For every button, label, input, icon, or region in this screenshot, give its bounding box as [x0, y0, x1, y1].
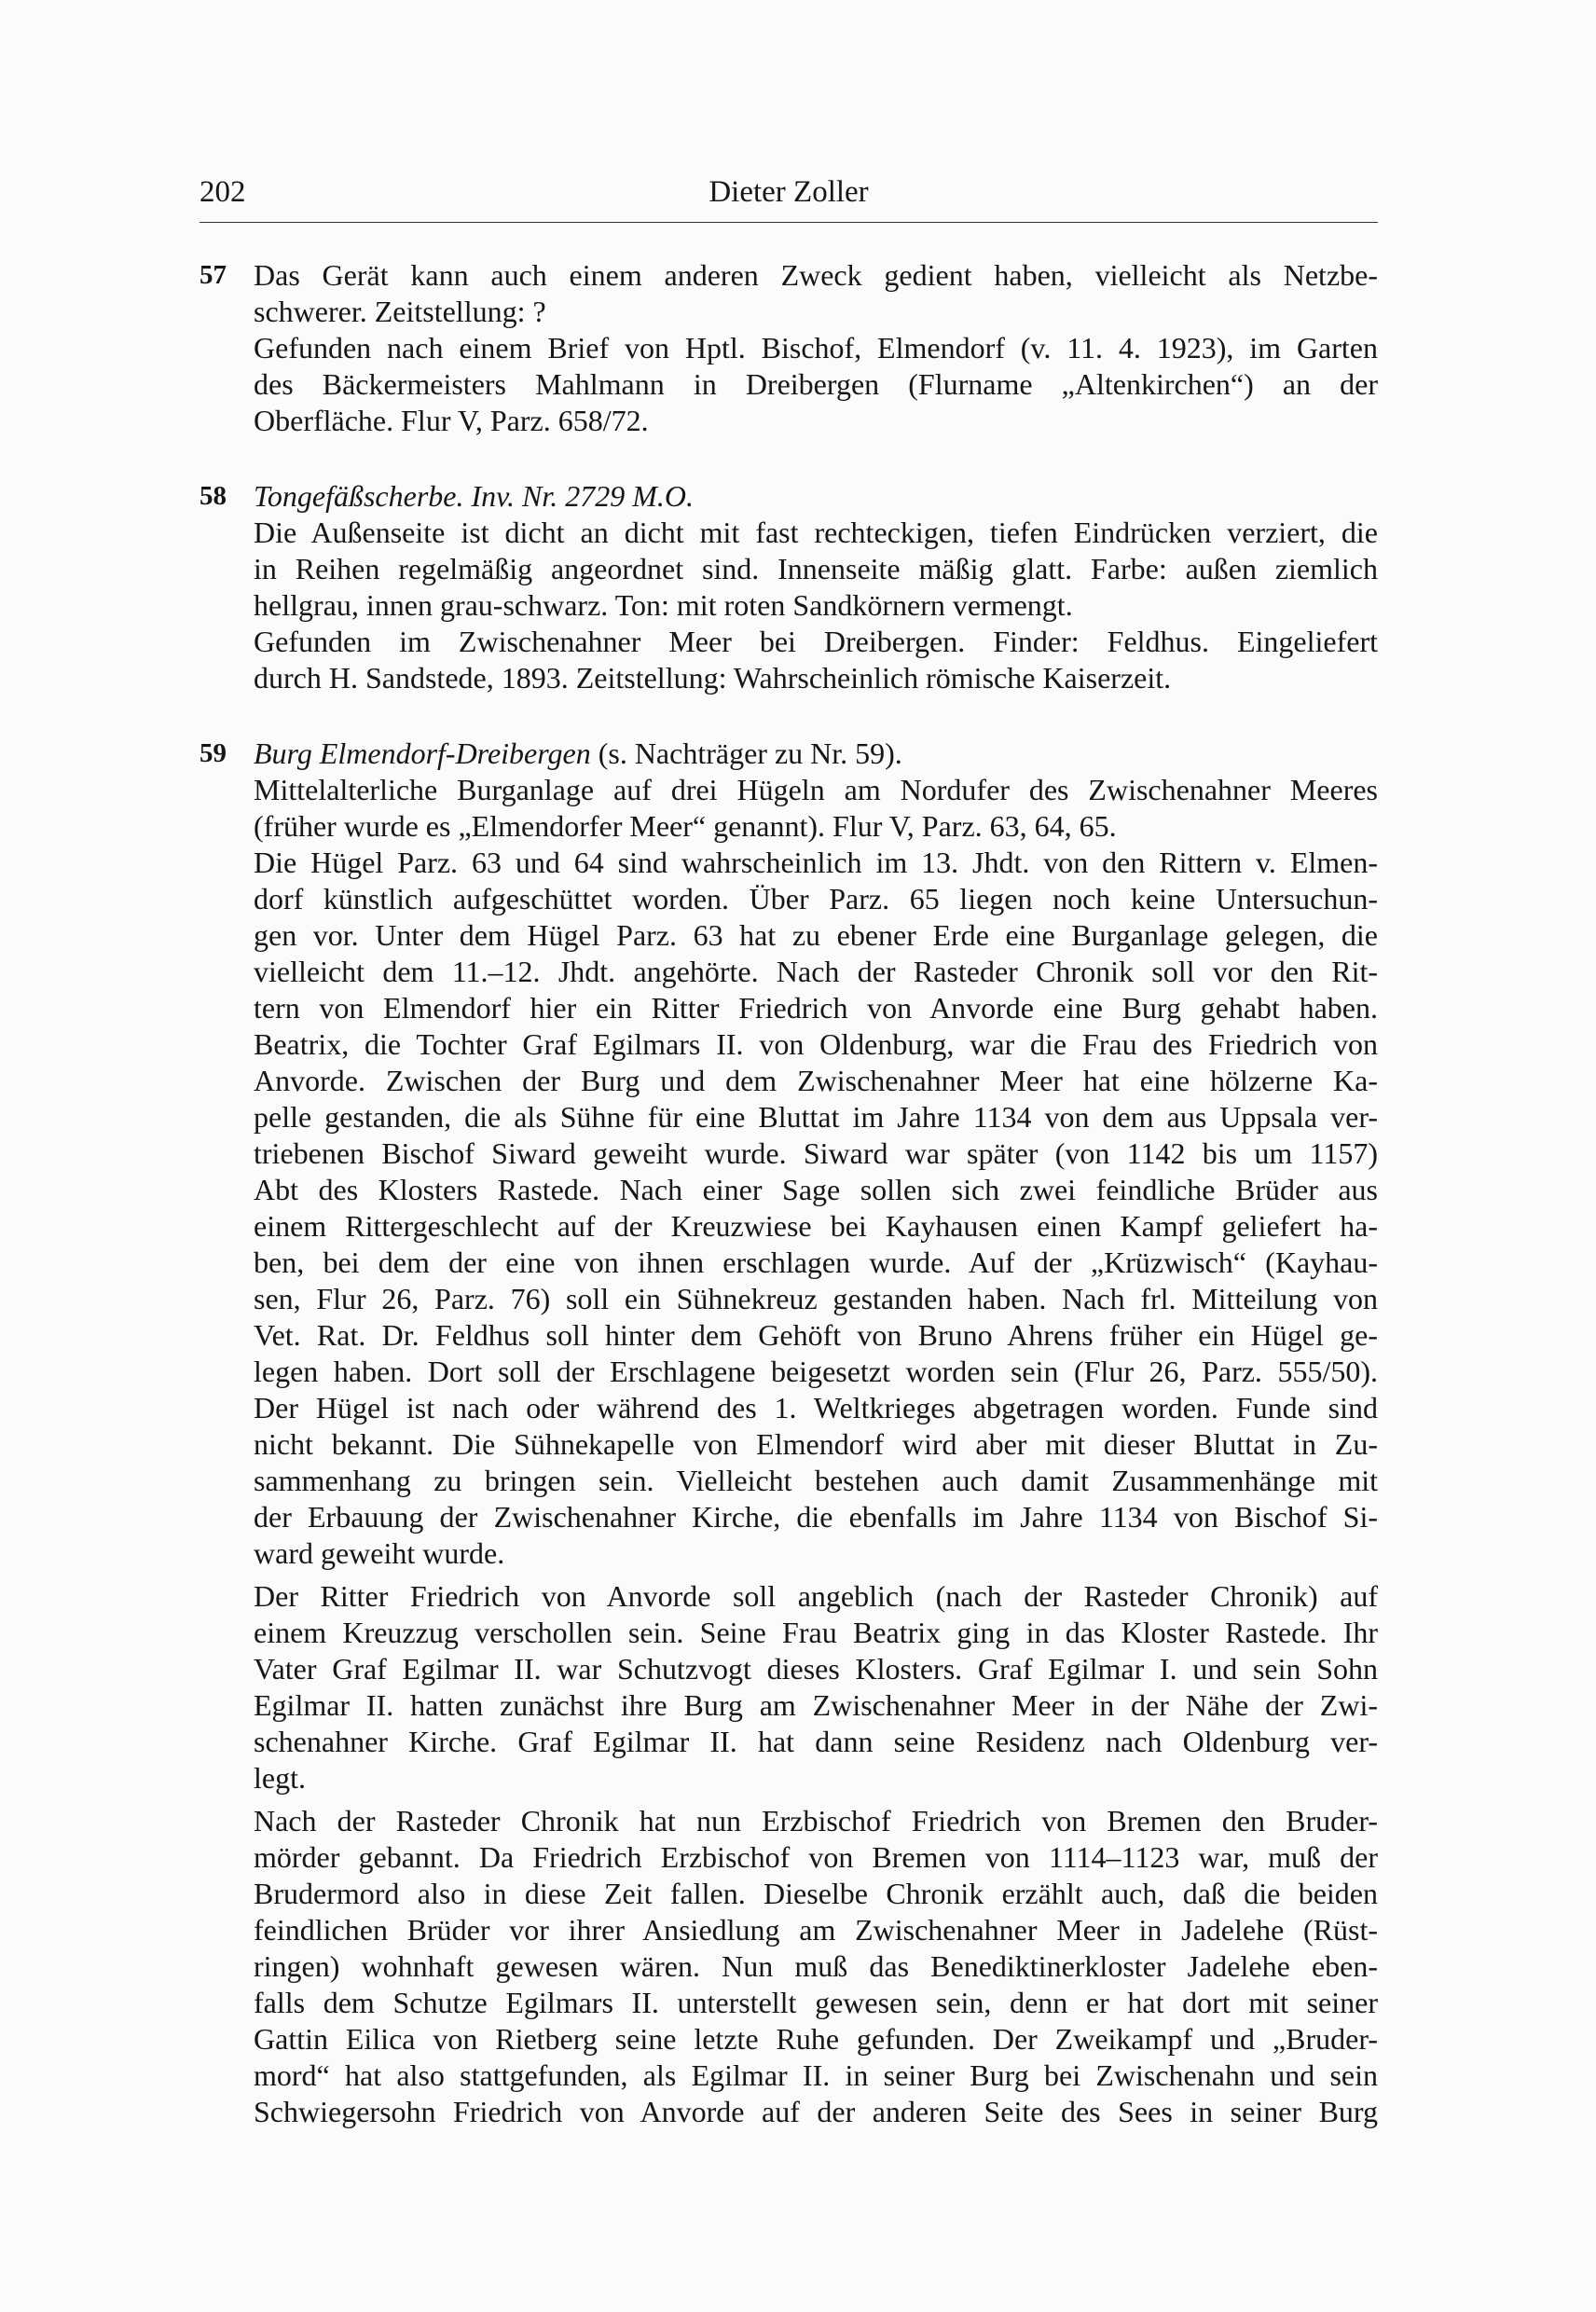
entry-title: Burg Elmendorf-Dreibergen: [254, 736, 591, 770]
entry-number: 58: [200, 481, 227, 511]
text-line: Abt des Klosters Rastede. Nach einer Sage sollen sich zwei feindliche Brüder aus: [254, 1173, 1378, 1206]
text-line: Schwiegersohn Friedrich von Anvorde auf der anderen Seite des Sees in seiner Burg: [254, 2095, 1378, 2128]
text-line: mörder gebannt. Da Friedrich Erzbischof von Bremen von 1114–1123 war, muß der: [254, 1840, 1378, 1874]
text-line: [254, 736, 1378, 772]
text-line: Gattin Eilica von Rietberg seine letzte Ruhe gefunden. Der Zweikampf und „Bruder-: [254, 2022, 1378, 2056]
text-line: schwerer. Zeitstellung: ?: [254, 295, 546, 328]
text-line: Mittelalterliche Burganlage auf drei Hügeln am Nordufer des Zwischenahner Meeres: [254, 773, 1378, 806]
header-rule: [200, 222, 1378, 223]
entry-title-note: (s. Nachträger zu Nr. 59).: [590, 736, 902, 770]
entry-number: 59: [200, 738, 227, 768]
text-line: Egilmar II. hatten zunächst ihre Burg am Zwischenahner Meer in der Nähe der Zwi-: [254, 1688, 1378, 1722]
text-line: legt.: [254, 1761, 306, 1795]
text-line: (früher wurde es „Elmendorfer Meer“ genannt). Flur V, Parz. 63, 64, 65.: [254, 809, 1117, 843]
text-line: durch H. Sandstede, 1893. Zeitstellung: Wahrscheinlich römische Kaiserzeit.: [254, 661, 1172, 695]
catalogue-entry: [200, 736, 1378, 2130]
text-line: Vater Graf Egilmar II. war Schutzvogt dieses Klosters. Graf Egilmar I. und sein Sohn: [254, 1652, 1378, 1686]
text-line: legen haben. Dort soll der Erschlagene beigesetzt worden sein (Flur 26, Parz. 555/50).: [254, 1355, 1378, 1388]
catalogue-entry: [200, 257, 1378, 439]
page-number: 202: [200, 175, 246, 209]
text-line: vielleicht dem 11.–12. Jhdt. angehörte. Nach der Rasteder Chronik soll vor den Rit-: [254, 955, 1378, 988]
text-line: tern von Elmendorf hier ein Ritter Friedrich von Anvorde eine Burg gehabt haben.: [254, 991, 1378, 1025]
text-line: Der Hügel ist nach oder während des 1. Weltkrieges abgetragen worden. Funde sind: [254, 1391, 1378, 1424]
text-line: hellgrau, innen grau-schwarz. Ton: mit roten Sandkörnern vermengt.: [254, 588, 1073, 622]
text-line: nicht bekannt. Die Sühnekapelle von Elmendorf wird aber mit dieser Bluttat in Zu-: [254, 1427, 1378, 1461]
page-header: [200, 172, 1378, 213]
text-line: feindlichen Brüder vor ihrer Ansiedlung am Zwischenahner Meer in Jadelehe (Rüst-: [254, 1913, 1378, 1947]
text-line: sen, Flur 26, Parz. 76) soll ein Sühnekreuz gestanden haben. Nach frl. Mitteilung von: [254, 1282, 1378, 1315]
text-line: sammenhang zu bringen sein. Vielleicht bestehen auch damit Zusammenhänge mit: [254, 1464, 1378, 1497]
text-line: Gefunden im Zwischenahner Meer bei Dreibergen. Finder: Feldhus. Eingeliefert: [254, 625, 1378, 658]
text-line: Der Ritter Friedrich von Anvorde soll angeblich (nach der Rasteder Chronik) auf: [254, 1579, 1378, 1613]
text-line: gen vor. Unter dem Hügel Parz. 63 hat zu ebener Erde eine Burganlage gelegen, die: [254, 918, 1378, 952]
text-line: Die Hügel Parz. 63 und 64 sind wahrscheinlich im 13. Jhdt. von den Rittern v. Elmen-: [254, 846, 1378, 879]
text-line: Das Gerät kann auch einem anderen Zweck gedient haben, vielleicht als Netzbe-: [254, 258, 1378, 292]
text-line: einem Kreuzzug verschollen sein. Seine Frau Beatrix ging in das Kloster Rastede. Ihr: [254, 1616, 1378, 1649]
text-line: mord“ hat also stattgefunden, als Egilmar II. in seiner Burg bei Zwischenahn und sein: [254, 2058, 1378, 2092]
text-line: ward geweiht wurde.: [254, 1536, 505, 1570]
text-line: ben, bei dem der eine von ihnen erschlagen wurde. Auf der „Krüzwisch“ (Kayhau-: [254, 1245, 1378, 1279]
text-line: ringen) wohnhaft gewesen wären. Nun muß das Benediktinerkloster Jadelehe eben-: [254, 1949, 1378, 1983]
text-line: triebenen Bischof Siward geweiht wurde. Siward war später (von 1142 bis um 1157): [254, 1136, 1378, 1170]
text-line: dorf künstlich aufgeschüttet worden. Über Parz. 65 liegen noch keine Untersuchun-: [254, 882, 1378, 915]
entries-list: [200, 257, 1378, 2169]
text-line: in Reihen regelmäßig angeordnet sind. Innenseite mäßig glatt. Farbe: außen ziemlich: [254, 552, 1378, 585]
text-line: einem Rittergeschlecht auf der Kreuzwiese bei Kayhausen einen Kampf geliefert ha-: [254, 1209, 1378, 1243]
text-line: falls dem Schutze Egilmars II. unterstellt gewesen sein, denn er hat dort mit seiner: [254, 1986, 1378, 2019]
text-line: schenahner Kirche. Graf Egilmar II. hat dann seine Residenz nach Oldenburg ver-: [254, 1725, 1378, 1758]
text-line: Die Außenseite ist dicht an dicht mit fast rechteckigen, tiefen Eindrücken verziert, die: [254, 516, 1378, 549]
text-line: Oberfläche. Flur V, Parz. 658/72.: [254, 404, 649, 437]
running-head: Dieter Zoller: [709, 175, 869, 209]
catalogue-entry: [200, 478, 1378, 696]
text-line: Vet. Rat. Dr. Feldhus soll hinter dem Gehöft von Bruno Ahrens früher ein Hügel ge-: [254, 1318, 1378, 1352]
entry-title: Tongefäßscherbe. Inv. Nr. 2729 M.O.: [254, 479, 694, 513]
entry-number: 57: [200, 260, 227, 290]
text-line: des Bäckermeisters Mahlmann in Dreibergen (Flurname „Altenkirchen“) an der: [254, 367, 1378, 401]
text-line: pelle gestanden, die als Sühne für eine Bluttat im Jahre 1134 von dem aus Uppsala ver-: [254, 1100, 1378, 1134]
text-line: Anvorde. Zwischen der Burg und dem Zwischenahner Meer hat eine hölzerne Ka-: [254, 1064, 1378, 1097]
text-line: Nach der Rasteder Chronik hat nun Erzbischof Friedrich von Bremen den Bruder-: [254, 1804, 1378, 1837]
text-line: der Erbauung der Zwischenahner Kirche, die ebenfalls im Jahre 1134 von Bischof Si-: [254, 1500, 1378, 1534]
text-line: Brudermord also in diese Zeit fallen. Dieselbe Chronik erzählt auch, daß die beiden: [254, 1877, 1378, 1910]
text-line: Beatrix, die Tochter Graf Egilmars II. von Oldenburg, war die Frau des Friedrich von: [254, 1027, 1378, 1061]
text-line: Gefunden nach einem Brief von Hptl. Bischof, Elmendorf (v. 11. 4. 1923), im Garten: [254, 331, 1378, 365]
